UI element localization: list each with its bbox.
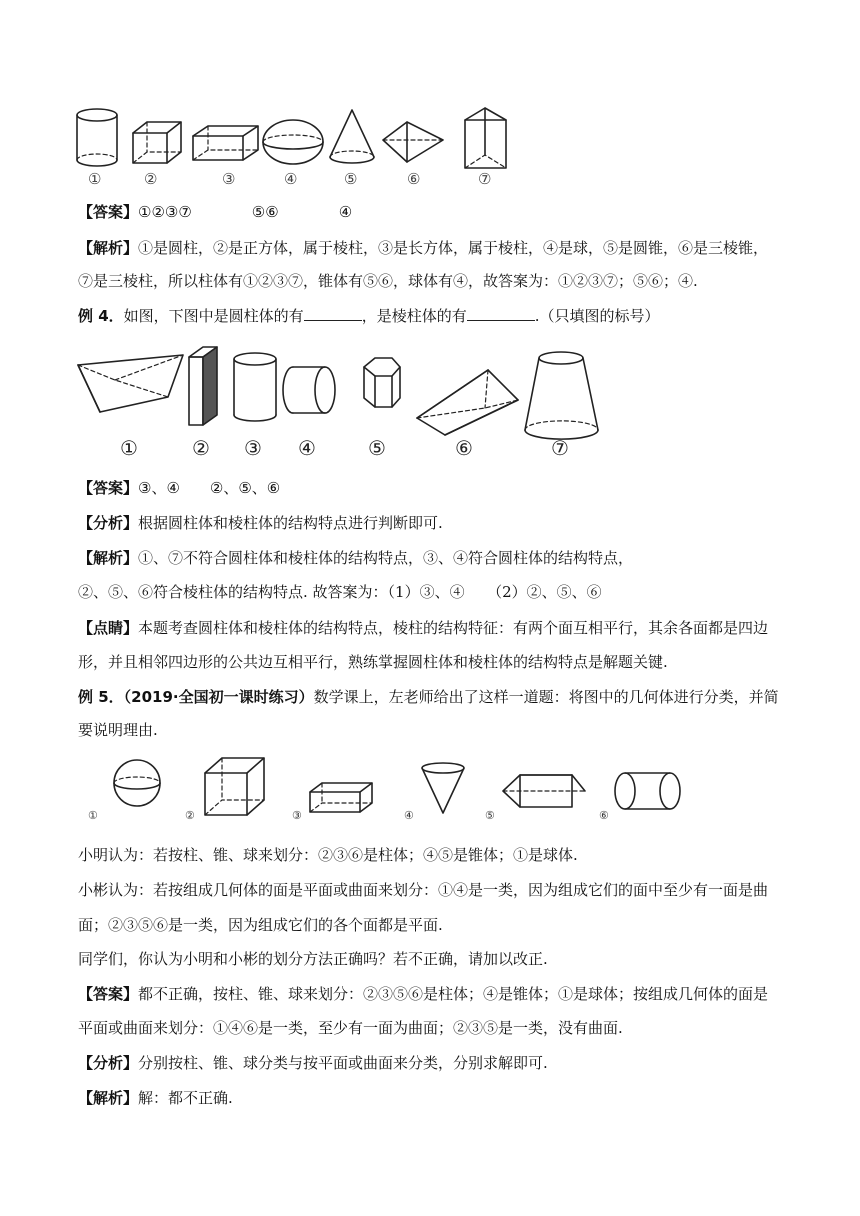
fig-label: ②	[185, 809, 195, 822]
ex5-answer-line1	[78, 983, 768, 1005]
ex5-xiaobin-line1: 小彬认为：若按组成几何体的面是平面或曲面来划分：①④是一类，因为组成它们的面中至少有一面是曲	[78, 881, 769, 899]
ex3-jiexi-line1	[78, 237, 768, 259]
fig-label: ⑥	[407, 170, 421, 188]
jiexi-tag: 【解析】	[78, 239, 139, 257]
geometric-solids-ex3	[0, 100, 860, 195]
jiexi-tag: 【解析】	[78, 549, 139, 567]
example-tag: 例 4．	[78, 307, 124, 325]
fig-label: ③	[244, 436, 262, 460]
fig-label: ⑦	[478, 170, 492, 188]
question-text: 如图，下图中是圆柱体的有	[123, 307, 304, 325]
ex4-dianjing-line2: 形，并且相邻四边形的公共边互相平行，熟练掌握圆柱体和棱柱体的结构特点是解题关键.	[78, 653, 668, 671]
ex4-fenxi	[78, 512, 443, 534]
fig-label: ④	[298, 436, 316, 460]
ex3-jiexi-line2: ⑦是三棱柱，所以柱体有①②③⑦，锥体有⑤⑥，球体有④，故答案为：①②③⑦；⑤⑥；④.	[78, 272, 698, 290]
dianjing-text: 本题考查圆柱体和棱柱体的结构特点，棱柱的结构特征：有两个面互相平行，其余各面都是四边	[138, 619, 769, 637]
fig-label: ④	[404, 809, 414, 822]
fig-label: ②	[144, 170, 158, 188]
answer-text: ①②③⑦ ⑤⑥ ④	[138, 203, 353, 221]
example-tag: 例 5．（2019·全国初一课时练习）	[78, 688, 314, 706]
ex5-question-line1	[78, 686, 779, 708]
fenxi-text: 分别按柱、锥、球分类与按平面或曲面来分类，分别求解即可.	[138, 1054, 548, 1072]
figure-row-ex5	[0, 755, 860, 835]
ex5-question: 同学们，你认为小明和小彬的划分方法正确吗？若不正确，请加以改正.	[78, 950, 548, 968]
fig-label: ⑥	[455, 436, 473, 460]
answer-tag: 【答案】	[78, 985, 139, 1003]
fig-label: ③	[222, 170, 236, 188]
dianjing-tag: 【点睛】	[78, 619, 139, 637]
ex4-jiexi-line2: ②、⑤、⑥符合棱柱体的结构特点. 故答案为：（1）③、④ （2）②、⑤、⑥	[78, 583, 602, 601]
answer-tag: 【答案】	[78, 203, 139, 221]
jiexi-text: ①是圆柱，②是正方体，属于棱柱，③是长方体，属于棱柱，④是球，⑤是圆锥，⑥是三棱锥，	[138, 239, 769, 257]
answer-blank	[304, 306, 362, 321]
jiexi-text: 解：都不正确.	[138, 1089, 233, 1107]
fenxi-text: 根据圆柱体和棱柱体的结构特点进行判断即可.	[138, 514, 443, 532]
figure-row-ex3	[0, 100, 860, 195]
fenxi-tag: 【分析】	[78, 1054, 139, 1072]
ex4-dianjing-line1	[78, 617, 768, 639]
answer-text: 都不正确，按柱、锥、球来划分：②③⑤⑥是柱体；④是锥体；①是球体；按组成几何体的面是	[138, 985, 769, 1003]
figure-row-ex4	[0, 340, 860, 465]
answer-text: ③、④ ②、⑤、⑥	[138, 479, 281, 497]
answer-blank	[467, 306, 535, 321]
fig-label: ⑤	[344, 170, 358, 188]
ex5-question-line2: 要说明理由.	[78, 721, 158, 739]
ex4-jiexi-line1	[78, 547, 633, 569]
ex3-answer	[78, 201, 352, 223]
ex5-xiaobin-line2: 面；②③⑤⑥是一类，因为组成它们的各个面都是平面.	[78, 916, 443, 934]
fenxi-tag: 【分析】	[78, 514, 139, 532]
fig-label: ①	[88, 170, 102, 188]
fig-label: ⑤	[368, 436, 386, 460]
ex5-answer-line2: 平面或曲面来划分：①④⑥是一类，至少有一面为曲面；②③⑤是一类，没有曲面.	[78, 1019, 623, 1037]
answer-tag: 【答案】	[78, 479, 139, 497]
jiexi-text: ①、⑦不符合圆柱体和棱柱体的结构特点，③、④符合圆柱体的结构特点，	[138, 549, 634, 567]
fig-label: ②	[192, 436, 210, 460]
ex4-answer	[78, 477, 280, 499]
ex5-fenxi	[78, 1052, 548, 1074]
ex4-question	[78, 305, 659, 327]
fig-label: ③	[292, 809, 302, 822]
fig-label: ⑦	[551, 436, 569, 460]
ex5-xiaoming: 小明认为：若按柱、锥、球来划分：②③⑥是柱体；④⑤是锥体；①是球体.	[78, 846, 578, 864]
fig-label: ①	[120, 436, 138, 460]
ex5-jiexi	[78, 1087, 233, 1109]
jiexi-tag: 【解析】	[78, 1089, 139, 1107]
geometric-solids-ex5	[0, 755, 860, 835]
fig-label: ④	[284, 170, 298, 188]
fig-label: ⑥	[599, 809, 609, 822]
question-text: .（只填图的标号）	[534, 307, 660, 325]
question-text: ，是棱柱体的有	[361, 307, 467, 325]
question-text: 数学课上，左老师给出了这样一道题：将图中的几何体进行分类，并简	[313, 688, 779, 706]
fig-label: ①	[88, 809, 98, 822]
fig-label: ⑤	[485, 809, 495, 822]
